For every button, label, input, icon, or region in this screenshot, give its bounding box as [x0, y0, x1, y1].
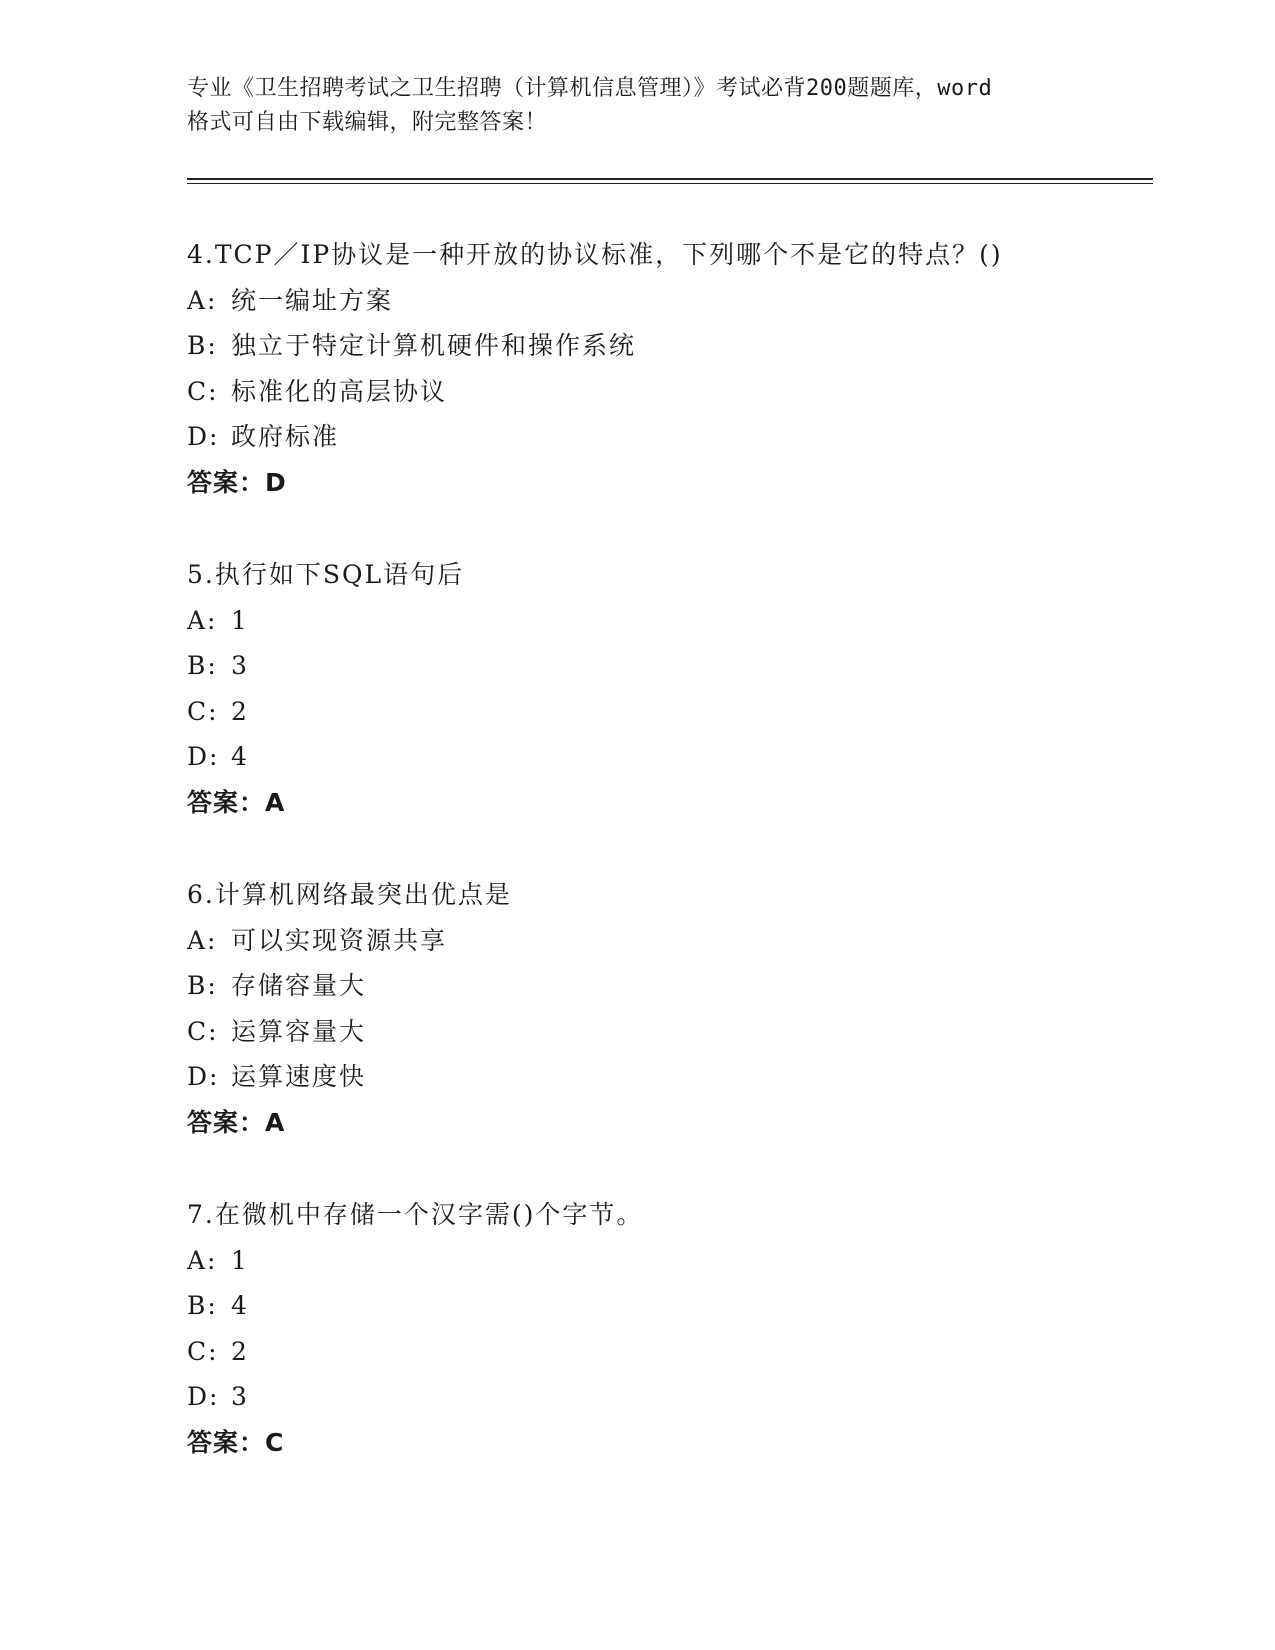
option-letter: D: [187, 422, 220, 451]
option-text: 存储容量大 [231, 971, 367, 1000]
header-line-2: 格式可自由下载编辑，附完整答案！ [187, 110, 548, 135]
option-b [187, 643, 1147, 689]
question-stem: 5.执行如下SQL语句后 [187, 560, 465, 589]
option-d [187, 414, 1147, 460]
option-letter: C: [187, 696, 219, 726]
option-letter: A: [187, 1245, 218, 1275]
answer-label: 答案：A [187, 1107, 286, 1137]
question-7 [187, 1192, 1147, 1512]
option-text: 2 [231, 1336, 249, 1366]
option-letter: B: [187, 331, 218, 360]
option-c [187, 369, 1147, 415]
option-text: 4 [231, 742, 249, 771]
header-line-1: 专业《卫生招聘考试之卫生招聘（计算机信息管理）》考试必背200题题库，word [187, 76, 993, 101]
option-a [187, 918, 1147, 964]
question-6 [187, 872, 1147, 1192]
option-text: 1 [231, 605, 249, 635]
option-a [187, 278, 1147, 324]
option-letter: D: [187, 1382, 220, 1411]
question-stem: 6.计算机网络最突出优点是 [187, 880, 512, 909]
option-text: 标准化的高层协议 [231, 376, 448, 406]
option-text: 4 [231, 1291, 249, 1320]
option-d [187, 734, 1147, 780]
option-text: 运算速度快 [231, 1062, 367, 1091]
question-stem: 4.TCP／IP协议是一种开放的协议标准，下列哪个不是它的特点？() [187, 240, 1003, 269]
option-text: 独立于特定计算机硬件和操作系统 [231, 331, 637, 360]
answer-label: 答案：C [187, 1427, 285, 1457]
question-list [187, 232, 1147, 1512]
option-text: 可以实现资源共享 [231, 925, 448, 955]
option-letter: B: [187, 971, 218, 1000]
option-d [187, 1054, 1147, 1100]
option-b [187, 323, 1147, 369]
option-b [187, 1283, 1147, 1329]
header-divider-thin [187, 183, 1153, 184]
option-letter: D: [187, 742, 220, 771]
option-a [187, 598, 1147, 644]
option-text: 1 [231, 1245, 249, 1275]
option-letter: C: [187, 1336, 219, 1366]
option-a [187, 1238, 1147, 1284]
question-stem: 7.在微机中存储一个汉字需()个字节。 [187, 1200, 644, 1229]
option-text: 3 [231, 651, 249, 680]
option-letter: A: [187, 285, 218, 315]
option-text: 运算容量大 [231, 1016, 367, 1046]
question-4 [187, 232, 1147, 552]
option-text: 2 [231, 696, 249, 726]
option-letter: C: [187, 376, 219, 406]
question-5 [187, 552, 1147, 872]
option-letter: A: [187, 925, 218, 955]
option-c [187, 1329, 1147, 1375]
option-letter: D: [187, 1062, 220, 1091]
option-letter: B: [187, 1291, 218, 1320]
option-c [187, 689, 1147, 735]
option-letter: B: [187, 651, 218, 680]
document-header [187, 72, 1087, 140]
option-text: 政府标准 [231, 422, 340, 451]
option-letter: A: [187, 605, 218, 635]
answer-label: 答案：A [187, 787, 286, 817]
option-d [187, 1374, 1147, 1420]
option-text: 3 [231, 1382, 249, 1411]
option-b [187, 963, 1147, 1009]
option-letter: C: [187, 1016, 219, 1046]
option-text: 统一编址方案 [231, 285, 394, 315]
option-c [187, 1009, 1147, 1055]
header-divider-thick [187, 178, 1153, 180]
answer-label: 答案：D [187, 467, 287, 497]
